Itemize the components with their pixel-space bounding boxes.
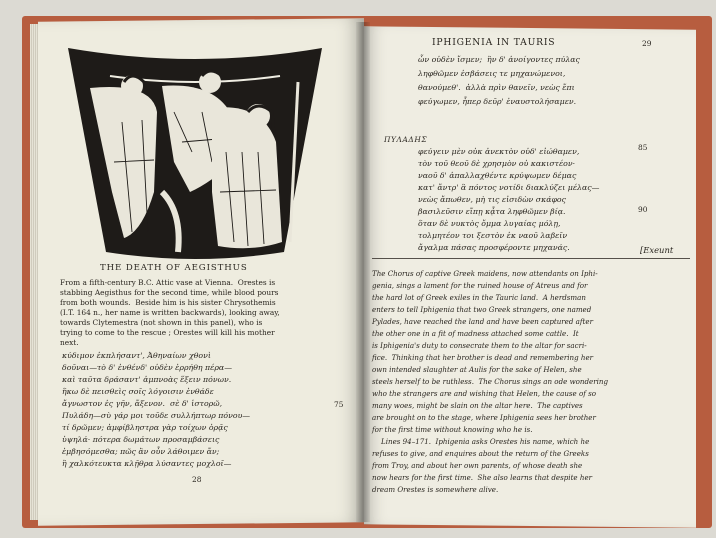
- greek-verse-line: κύδιμον ἐκπλήσαντ', Ἀθηναίων χθονὶ: [62, 351, 211, 360]
- summary-line: the other one in a fit of madness attached some cattle. It: [372, 329, 579, 338]
- greek-verse-line: ὅταν δὲ νυκτὸς ὄμμα λυγαίας μόλῃ,: [418, 219, 561, 228]
- summary-line: Pylades, have reached the land and have been captured after: [372, 317, 593, 326]
- summary-line: is Iphigenia's duty to consecrate them to the altar for sacri-: [372, 341, 587, 350]
- greek-verse-line: δοῦναι—τὸ δ' ἐνθένδ' οὐδὲν ἐρρήθη πέρα—: [62, 363, 232, 372]
- summary-line: own intended slaughter at Aulis for the sake of Helen, she: [372, 365, 582, 374]
- caption-line: (I.T. 164 n., her name is written backwards), looking away,: [60, 308, 280, 317]
- caption-line: next.: [60, 338, 79, 347]
- greek-verse-line: θανούμεθ'. ἀλλὰ πρὶν θανεῖν, νεὼς ἔπι: [418, 83, 575, 92]
- greek-verse-line: νεὼς ἄπωθεν, μὴ τις εἰσιδὼν σκάφος: [418, 195, 566, 204]
- greek-verse-line: φεύγωμεν, ἧπερ δεῦρ' ἐναυστολήσαμεν.: [418, 97, 577, 106]
- summary-line: who the strangers are and wishing that Helen, the cause of so: [372, 389, 597, 398]
- greek-verse-line: ἐμβησόμεσθα; πῶς ἂν οὖν λάθοιμεν ἄν;: [62, 447, 220, 456]
- book-gutter: [356, 22, 370, 522]
- greek-verse-line: ἢ χαλκότευκτα κλῇθρα λύσαντες μοχλοῖ—: [62, 459, 232, 468]
- caption-line: trying to come to the rescue ; Orestes will kill his mother: [60, 328, 275, 337]
- page-edges: [30, 24, 38, 520]
- summary-line: from Troy, and about her own parents, of whose death she: [372, 461, 583, 470]
- greek-verse-line: ἄγαλμα πάσας προσφέροντε μηχανάς.: [418, 243, 570, 252]
- line-number: 85: [638, 143, 648, 152]
- caption-line: towards Clytemestra (not shown in this panel), who is: [60, 318, 263, 327]
- greek-verse-line: τί δρῶμεν; ἀμφίβληστρα γὰρ τοίχων ὁρᾷς: [62, 423, 228, 432]
- caption-line: stabbing Aegisthus for the second time, while blood pours: [60, 288, 279, 297]
- section-divider: [372, 258, 690, 259]
- greek-verse-line: τὸν τοῦ θεοῦ δὲ χρησμὸν οὐ κακιστέον·: [418, 159, 576, 168]
- greek-verse-line: κατ' ἄντρ' ἃ πόντος νοτίδι διακλύζει μέλας—: [418, 183, 600, 192]
- greek-verse-line: Πυλάδη—σὺ γάρ μοι τοῦδε συλλήπτωρ πόνου—: [62, 411, 251, 420]
- line-number: 75: [334, 400, 344, 409]
- summary-line: the hard lot of Greek exiles in the Tauric land. A herdsman: [372, 293, 586, 302]
- greek-verse-line: ἥκω δὲ πεισθεὶς σοῖς λόγοισιν ἐνθάδε: [62, 387, 214, 396]
- caption-line: From a fifth-century B.C. Attic vase at Vienna. Orestes is: [60, 278, 276, 287]
- greek-verse-line: ὧν οὐδὲν ἴσμεν; ἢν δ' ἀνοίγοντες πύλας: [418, 55, 580, 64]
- summary-line: Lines 94–171. Iphigenia asks Orestes his name, which he: [372, 437, 590, 446]
- summary-line: The Chorus of captive Greek maidens, now attendants on Iphi-: [372, 269, 598, 278]
- summary-line: refuses to give, and enquires about the return of the Greeks: [372, 449, 589, 458]
- summary-line: genia, sings a lament for the ruined house of Atreus and for: [372, 281, 588, 290]
- vase-illustration: [62, 42, 328, 264]
- greek-verse-line: τολμητέον τοι ξεστὸν ἐκ ναοῦ λαβεῖν: [418, 231, 568, 240]
- summary-line: are brought on to the stage, where Iphigenia sees her brother: [372, 413, 596, 422]
- summary-line: many woes, might be slain on the altar here. The captives: [372, 401, 583, 410]
- page-number: 29: [642, 39, 652, 48]
- running-title: IPHIGENIA IN TAURIS: [432, 37, 556, 48]
- summary-line: for the first time without knowing who he is.: [372, 425, 533, 434]
- greek-verse-line: βασιλεῦσιν εἴπῃ κᾆτα ληφθῶμεν βίᾳ.: [418, 207, 566, 216]
- greek-verse-line: ἄγνωστον ἐς γῆν, ἄξενον. σὲ δ' ἱστορῶ,: [62, 399, 223, 408]
- caption-title: THE DEATH OF AEGISTHUS: [100, 263, 248, 273]
- greek-verse-line: ληφθῶμεν ἐσβάσεις τε μηχανώμενοι,: [418, 69, 566, 78]
- summary-line: fice. Thinking that her brother is dead and remembering her: [372, 353, 594, 362]
- speaker-name: ΠΥΛΑΔΗΣ: [384, 135, 428, 144]
- greek-verse-line: φεύγειν μὲν οὐκ ἀνεκτὸν οὐδ' εἰώθαμεν,: [418, 147, 580, 156]
- greek-verse-line: καὶ ταῦτα δράσαντ' ἀμπνοὰς ἕξειν πόνων.: [62, 375, 232, 384]
- summary-line: steels herself to be ruthless. The Chorus sings an ode wondering: [372, 377, 608, 386]
- caption-line: from both wounds. Beside him is his sister Chrysothemis: [60, 298, 276, 307]
- summary-line: now hears for the first time. She also learns that despite her: [372, 473, 593, 482]
- greek-verse-line: ὑψηλά· πότερα δωμάτων προσαμβάσεις: [62, 435, 220, 444]
- page-number: 28: [192, 475, 202, 484]
- summary-line: enters to tell Iphigenia that two Greek strangers, one named: [372, 305, 592, 314]
- line-number: 90: [638, 205, 648, 214]
- stage-direction: [Exeunt: [640, 245, 674, 255]
- summary-line: dream Orestes is somewhere alive.: [372, 485, 499, 494]
- greek-verse-line: ναοῦ δ' ἀπαλλαχθέντε κρύψωμεν δέμας: [418, 171, 577, 180]
